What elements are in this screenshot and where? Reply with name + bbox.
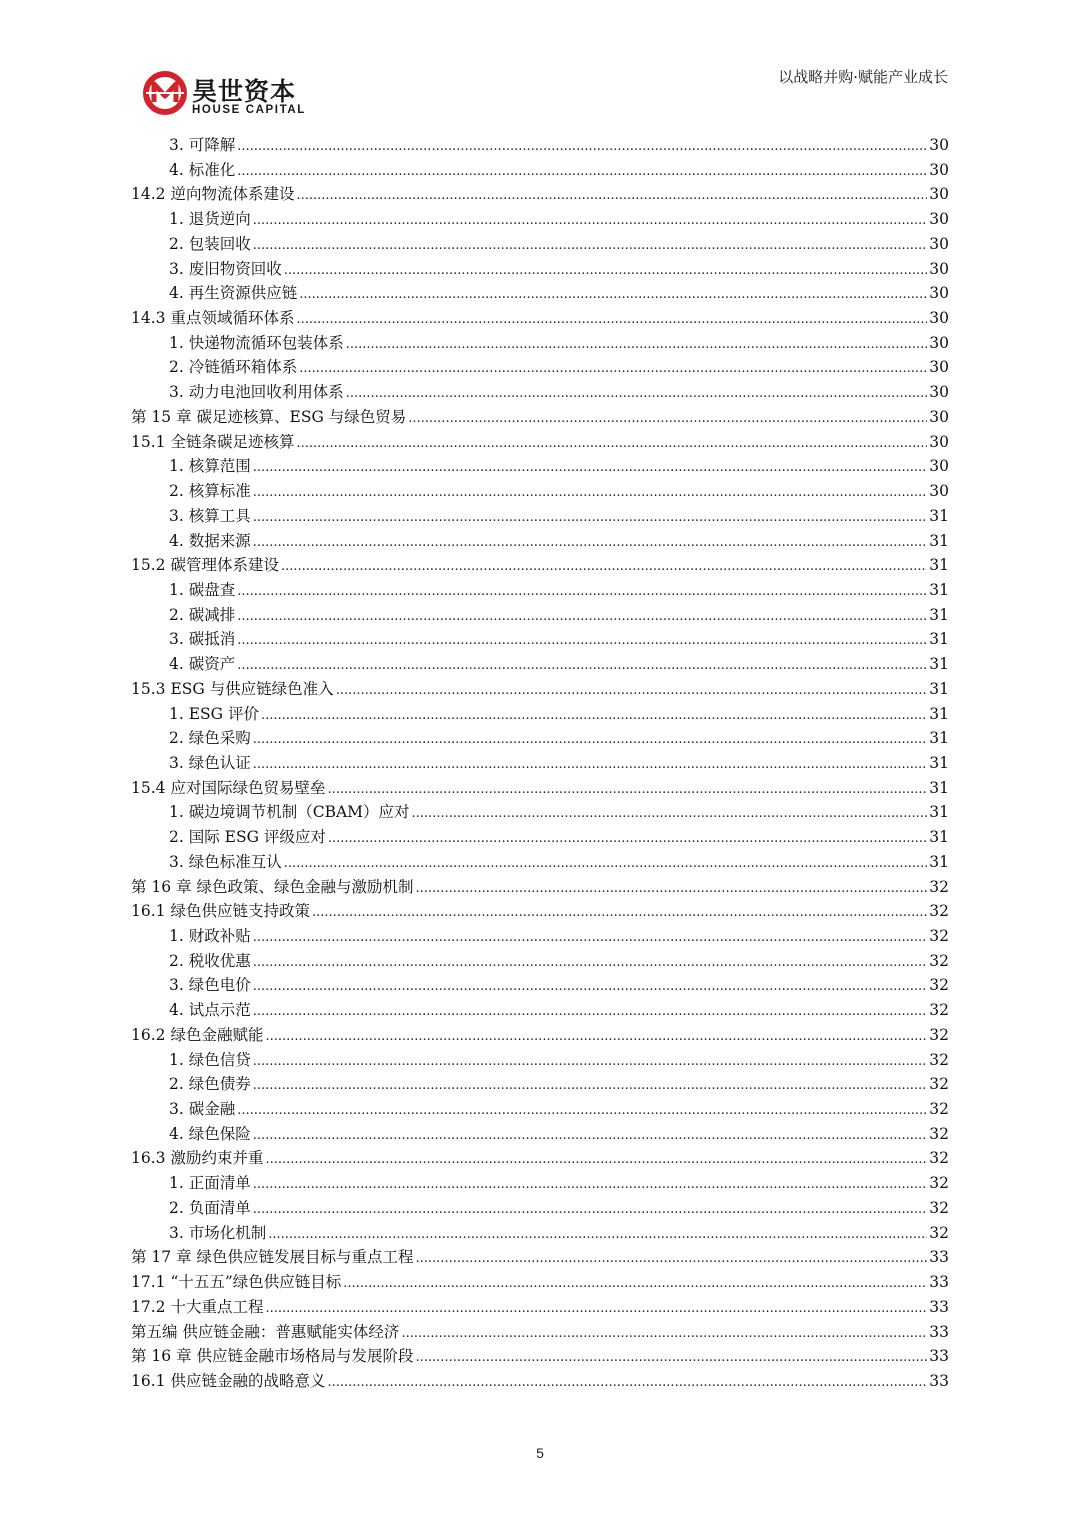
toc-dot-leader — [299, 283, 927, 308]
toc-entry[interactable] — [131, 726, 949, 751]
toc-entry-label: 4. 数据来源 — [169, 531, 251, 550]
toc-dot-leader — [265, 1148, 927, 1173]
toc-entry-label: 第 15 章 碳足迹核算、ESG 与绿色贸易 — [131, 407, 407, 426]
toc-entry[interactable] — [131, 257, 949, 282]
toc-entry[interactable] — [131, 1097, 949, 1122]
toc-entry[interactable] — [131, 1072, 949, 1097]
toc-entry-page: 30 — [929, 457, 949, 476]
toc-entry[interactable] — [131, 1048, 949, 1073]
toc-entry-label: 3. 绿色标准互认 — [169, 852, 282, 871]
toc-entry-page: 32 — [929, 1075, 949, 1094]
logo-english-name: HOUSE CAPITAL — [192, 104, 306, 116]
toc-entry-label: 14.2 逆向物流体系建设 — [131, 185, 295, 204]
toc-dot-leader — [343, 1272, 927, 1297]
toc-entry[interactable] — [131, 504, 949, 529]
toc-entry-page: 32 — [929, 877, 949, 896]
toc-entry[interactable] — [131, 182, 949, 207]
toc-entry[interactable] — [131, 1023, 949, 1048]
toc-entry-page: 32 — [929, 976, 949, 995]
toc-entry-page: 33 — [929, 1371, 949, 1390]
toc-entry-label: 16.2 绿色金融赋能 — [131, 1025, 264, 1044]
toc-entry-label: 3. 市场化机制 — [169, 1223, 267, 1242]
toc-entry-label: 1. 财政补贴 — [169, 927, 251, 945]
toc-dot-leader — [416, 1247, 928, 1272]
toc-entry[interactable] — [131, 973, 949, 998]
toc-entry-label: 第五编 供应链金融：普惠赋能实体经济 — [131, 1322, 400, 1341]
company-logo — [142, 70, 312, 122]
toc-dot-leader — [237, 1099, 927, 1124]
toc-dot-leader — [253, 1173, 928, 1198]
toc-entry-page: 30 — [929, 136, 949, 154]
toc-dot-leader — [237, 160, 927, 185]
toc-dot-leader — [237, 629, 927, 654]
toc-dot-leader — [253, 728, 928, 753]
toc-entry[interactable] — [131, 479, 949, 504]
toc-entry-page: 32 — [929, 1050, 949, 1069]
toc-entry-page: 32 — [929, 1025, 949, 1044]
toc-entry[interactable] — [131, 1245, 949, 1270]
toc-entry[interactable] — [131, 158, 949, 183]
toc-entry-label: 2. 绿色采购 — [169, 729, 251, 748]
toc-entry-label: 1. 正面清单 — [169, 1174, 251, 1193]
toc-entry-page: 32 — [929, 951, 949, 970]
toc-entry-label: 16.3 激励约束并重 — [131, 1149, 264, 1168]
toc-dot-leader — [346, 382, 928, 407]
toc-entry-label: 2. 核算标准 — [169, 482, 251, 501]
toc-entry[interactable] — [131, 776, 949, 801]
toc-entry-page: 31 — [929, 580, 949, 599]
toc-dot-leader — [237, 135, 927, 160]
toc-entry-page: 32 — [929, 902, 949, 921]
toc-entry-page: 32 — [929, 1001, 949, 1020]
toc-dot-leader — [296, 308, 927, 333]
toc-entry-label: 2. 碳减排 — [169, 605, 236, 624]
toc-entry-page: 30 — [929, 309, 949, 328]
toc-entry-page: 31 — [929, 828, 949, 847]
toc-entry-page: 30 — [929, 482, 949, 501]
toc-entry-label: 1. 碳盘查 — [169, 580, 236, 599]
toc-entry-label: 3. 碳抵消 — [169, 630, 236, 649]
toc-entry[interactable] — [131, 1344, 949, 1369]
toc-dot-leader — [265, 1025, 927, 1050]
toc-entry[interactable] — [131, 207, 949, 232]
toc-entry-label: 3. 绿色电价 — [169, 976, 251, 995]
toc-entry-page: 30 — [929, 383, 949, 402]
toc-entry-page: 33 — [929, 1273, 949, 1292]
toc-entry[interactable] — [131, 949, 949, 974]
toc-entry-page: 31 — [929, 605, 949, 624]
toc-entry[interactable] — [131, 405, 949, 430]
toc-entry[interactable] — [131, 998, 949, 1023]
toc-entry-page: 33 — [929, 1248, 949, 1267]
toc-dot-leader — [416, 1346, 928, 1371]
toc-entry-page: 30 — [929, 210, 949, 229]
toc-dot-leader — [346, 333, 928, 358]
toc-entry[interactable] — [131, 1295, 949, 1320]
toc-entry[interactable] — [131, 1369, 949, 1394]
toc-entry[interactable] — [131, 281, 949, 306]
toc-entry-label: 4. 标准化 — [169, 160, 236, 179]
toc-entry-label: 4. 再生资源供应链 — [169, 284, 298, 303]
toc-dot-leader — [268, 1223, 927, 1248]
toc-entry-page: 31 — [929, 655, 949, 674]
toc-dot-leader — [284, 259, 928, 284]
toc-dot-leader — [416, 877, 928, 902]
toc-entry-page: 31 — [929, 506, 949, 525]
toc-entry-label: 14.3 重点领域循环体系 — [131, 309, 295, 328]
toc-entry-page: 30 — [929, 259, 949, 278]
toc-entry-page: 30 — [929, 160, 949, 179]
toc-entry[interactable] — [131, 306, 949, 331]
toc-dot-leader — [265, 1297, 927, 1322]
toc-entry-label: 2. 国际 ESG 评级应对 — [169, 828, 326, 847]
page-number: 5 — [536, 1445, 544, 1461]
toc-entry-page: 32 — [929, 1124, 949, 1143]
toc-dot-leader — [299, 357, 927, 382]
toc-entry[interactable] — [131, 578, 949, 603]
toc-dot-leader — [261, 704, 927, 729]
toc-entry-page: 31 — [929, 803, 949, 822]
toc-entry[interactable] — [131, 899, 949, 924]
toc-entry[interactable] — [131, 1221, 949, 1246]
toc-dot-leader — [253, 506, 928, 531]
toc-entry-page: 32 — [929, 1223, 949, 1242]
toc-entry-label: 17.1 “十五五”绿色供应链目标 — [131, 1273, 342, 1292]
toc-entry-label: 15.3 ESG 与供应链绿色准入 — [131, 679, 334, 698]
toc-entry[interactable] — [131, 603, 949, 628]
toc-entry-page: 31 — [929, 556, 949, 575]
toc-dot-leader — [328, 827, 927, 852]
toc-entry[interactable] — [131, 875, 949, 900]
toc-entry[interactable] — [131, 1196, 949, 1221]
toc-dot-leader — [401, 1322, 927, 1347]
toc-dot-leader — [253, 1124, 928, 1149]
toc-entry-label: 4. 试点示范 — [169, 1001, 251, 1020]
toc-entry-label: 3. 碳金融 — [169, 1100, 236, 1119]
toc-entry-page: 30 — [929, 407, 949, 426]
toc-dot-leader — [408, 407, 927, 432]
toc-dot-leader — [327, 1371, 927, 1396]
toc-entry-label: 1. ESG 评价 — [169, 704, 259, 723]
toc-entry-label: 15.1 全链条碳足迹核算 — [131, 432, 295, 451]
toc-entry[interactable] — [131, 1270, 949, 1295]
toc-dot-leader — [296, 432, 927, 457]
toc-entry-label: 17.2 十大重点工程 — [131, 1297, 264, 1316]
toc-entry[interactable] — [131, 232, 949, 257]
toc-entry-page: 33 — [929, 1297, 949, 1316]
toc-entry-page: 33 — [929, 1347, 949, 1366]
toc-entry-label: 1. 碳边境调节机制（CBAM）应对 — [169, 803, 410, 822]
toc-dot-leader — [253, 753, 928, 778]
toc-entry[interactable] — [131, 677, 949, 702]
toc-entry-page: 30 — [929, 185, 949, 204]
toc-entry-page: 33 — [929, 1322, 949, 1341]
toc-dot-leader — [336, 679, 928, 704]
toc-entry[interactable] — [131, 430, 949, 455]
toc-entry-label: 16.1 绿色供应链支持政策 — [131, 902, 310, 921]
toc-entry-label: 3. 废旧物资回收 — [169, 259, 282, 278]
page-header — [0, 0, 1080, 130]
toc-dot-leader — [253, 1198, 928, 1223]
toc-dot-leader — [237, 580, 927, 605]
toc-entry[interactable] — [131, 751, 949, 776]
logo-chinese-name: 昊世资本 — [192, 77, 297, 106]
toc-entry-page: 31 — [929, 778, 949, 797]
toc-entry[interactable] — [131, 133, 949, 158]
toc-entry-label: 4. 绿色保险 — [169, 1124, 251, 1143]
toc-entry-label: 1. 退货逆向 — [169, 210, 251, 229]
toc-dot-leader — [412, 802, 928, 827]
toc-entry-label: 4. 碳资产 — [169, 655, 236, 674]
toc-entry-page: 31 — [929, 704, 949, 723]
toc-entry[interactable] — [131, 924, 949, 949]
toc-entry-page: 32 — [929, 1100, 949, 1119]
toc-entry[interactable] — [131, 529, 949, 554]
toc-entry-page: 30 — [929, 234, 949, 253]
table-of-contents — [131, 133, 949, 1394]
toc-entry-label: 16.1 供应链金融的战略意义 — [131, 1371, 326, 1390]
toc-entry-page: 31 — [929, 531, 949, 550]
toc-entry-page: 32 — [929, 1149, 949, 1168]
toc-entry[interactable] — [131, 553, 949, 578]
toc-entry[interactable] — [131, 1146, 949, 1171]
toc-entry[interactable] — [131, 702, 949, 727]
toc-dot-leader — [253, 481, 928, 506]
toc-entry-label: 第 16 章 供应链金融市场格局与发展阶段 — [131, 1347, 414, 1366]
toc-entry-label: 15.2 碳管理体系建设 — [131, 556, 279, 575]
toc-entry-page: 31 — [929, 852, 949, 871]
toc-entry[interactable] — [131, 331, 949, 356]
toc-entry[interactable] — [131, 1320, 949, 1345]
toc-entry-label: 2. 包装回收 — [169, 234, 251, 253]
toc-entry-label: 3. 核算工具 — [169, 506, 251, 525]
toc-entry-label: 15.4 应对国际绿色贸易壁垒 — [131, 778, 326, 797]
toc-entry-page: 31 — [929, 753, 949, 772]
toc-entry-label: 2. 负面清单 — [169, 1198, 251, 1217]
toc-dot-leader — [237, 654, 927, 679]
toc-entry[interactable] — [131, 380, 949, 405]
toc-entry-label: 2. 冷链循环箱体系 — [169, 358, 298, 377]
toc-entry-label: 3. 绿色认证 — [169, 753, 251, 772]
toc-dot-leader — [253, 975, 928, 1000]
toc-dot-leader — [253, 209, 928, 234]
toc-entry-label: 2. 绿色债券 — [169, 1075, 251, 1094]
toc-dot-leader — [327, 778, 927, 803]
toc-entry-page: 32 — [929, 1174, 949, 1193]
toc-dot-leader — [253, 1000, 928, 1025]
toc-dot-leader — [312, 901, 927, 926]
toc-entry-page: 32 — [929, 927, 949, 945]
toc-entry[interactable] — [131, 627, 949, 652]
toc-entry-label: 1. 快递物流循环包装体系 — [169, 333, 344, 352]
toc-dot-leader — [296, 184, 927, 209]
toc-entry-label: 1. 核算范围 — [169, 457, 251, 476]
toc-entry[interactable] — [131, 800, 949, 825]
toc-entry-page: 31 — [929, 679, 949, 698]
toc-entry-page: 30 — [929, 358, 949, 377]
toc-entry-page: 31 — [929, 630, 949, 649]
toc-dot-leader — [253, 234, 928, 259]
toc-entry-page: 30 — [929, 333, 949, 352]
toc-dot-leader — [253, 456, 928, 481]
toc-entry[interactable] — [131, 454, 949, 479]
toc-entry-label: 3. 可降解 — [169, 136, 236, 154]
toc-entry-label: 第 17 章 绿色供应链发展目标与重点工程 — [131, 1248, 414, 1267]
toc-dot-leader — [284, 852, 928, 877]
toc-entry[interactable] — [131, 355, 949, 380]
toc-entry-page: 30 — [929, 432, 949, 451]
toc-entry-page: 32 — [929, 1198, 949, 1217]
toc-entry[interactable] — [131, 1171, 949, 1196]
header-slogan: 以战略并购·赋能产业成长 — [778, 68, 948, 86]
toc-dot-leader — [281, 555, 927, 580]
toc-entry-label: 第 16 章 绿色政策、绿色金融与激励机制 — [131, 877, 414, 896]
toc-dot-leader — [237, 605, 927, 630]
toc-entry-label: 2. 税收优惠 — [169, 951, 251, 970]
toc-entry-label: 1. 绿色信贷 — [169, 1050, 251, 1069]
toc-entry-page: 31 — [929, 729, 949, 748]
toc-entry-page: 30 — [929, 284, 949, 303]
logo-mark-icon — [142, 70, 188, 116]
toc-dot-leader — [253, 951, 928, 976]
toc-entry[interactable] — [131, 850, 949, 875]
toc-dot-leader — [253, 1050, 928, 1075]
toc-dot-leader — [253, 1074, 928, 1099]
toc-dot-leader — [253, 531, 928, 556]
toc-entry[interactable] — [131, 652, 949, 677]
toc-entry[interactable] — [131, 1122, 949, 1147]
toc-entry[interactable] — [131, 825, 949, 850]
toc-entry-label: 3. 动力电池回收利用体系 — [169, 383, 344, 402]
toc-dot-leader — [253, 926, 928, 951]
